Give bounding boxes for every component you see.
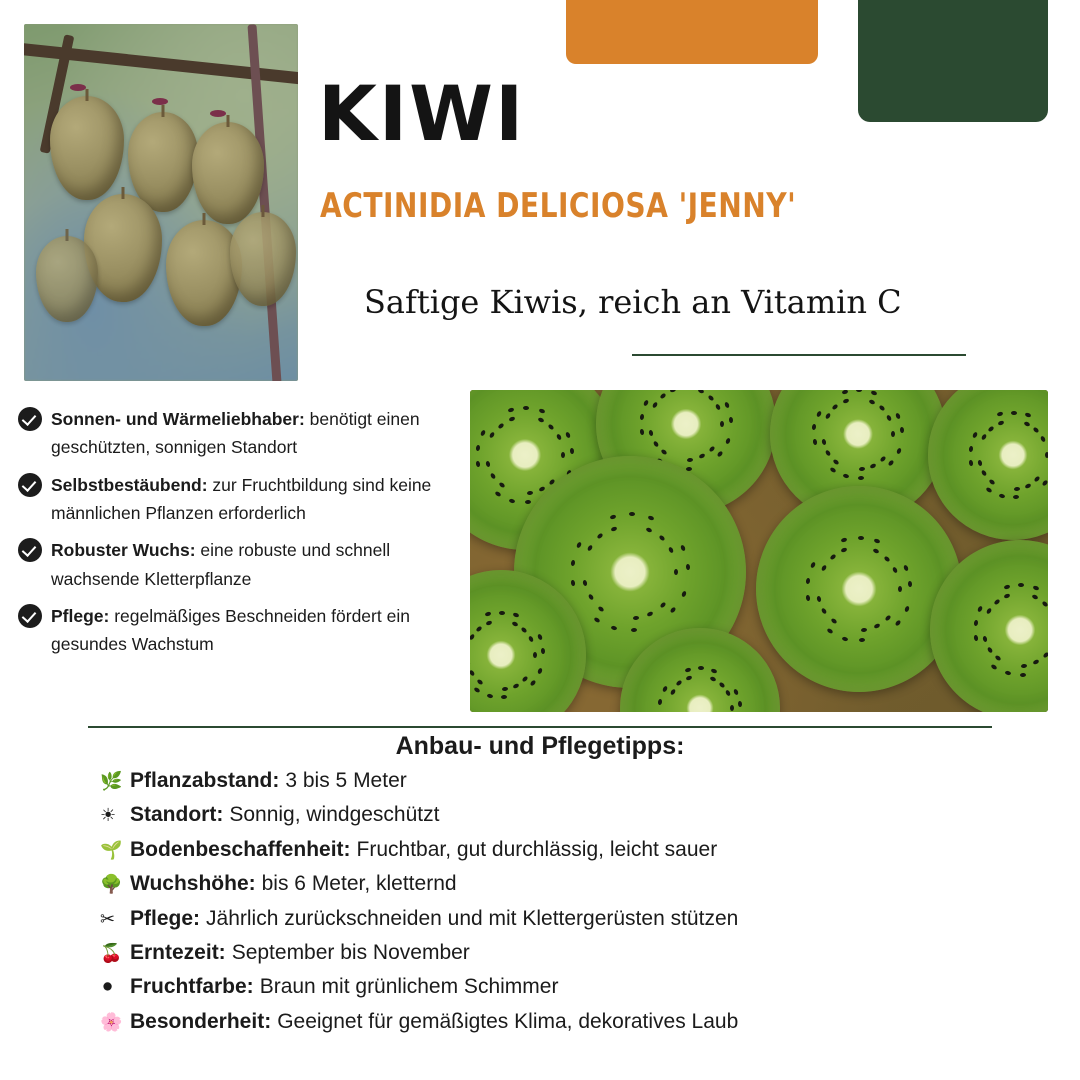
seed-dot bbox=[610, 526, 617, 532]
seed-dot bbox=[480, 429, 486, 436]
seed-dot bbox=[645, 527, 652, 533]
seed-dot bbox=[497, 422, 504, 429]
hero-kiwi-vine-photo bbox=[24, 24, 298, 381]
seed-dot bbox=[490, 472, 497, 479]
seed-dot bbox=[507, 407, 514, 413]
seed-dot bbox=[547, 424, 554, 431]
seed-dot bbox=[537, 417, 544, 423]
list-item bbox=[100, 802, 1000, 829]
tip-label: Besonderheit: bbox=[130, 1009, 272, 1033]
seed-dot bbox=[972, 432, 978, 439]
seed-dot bbox=[658, 699, 663, 706]
list-item bbox=[18, 405, 458, 462]
seed-dot bbox=[1020, 673, 1026, 677]
seed-dot bbox=[994, 655, 1001, 662]
tip-value: Braun mit grünlichem Schimmer bbox=[259, 975, 559, 999]
seed-dot bbox=[521, 627, 528, 634]
seed-dot bbox=[685, 667, 692, 673]
seed-dot bbox=[1003, 584, 1010, 590]
seed-dot bbox=[1011, 410, 1017, 414]
seed-dot bbox=[541, 648, 546, 654]
seed-dot bbox=[685, 675, 692, 681]
list-item bbox=[18, 471, 458, 528]
seed-dot bbox=[859, 638, 865, 642]
seed-dot bbox=[812, 424, 817, 431]
seed-dot bbox=[489, 432, 496, 439]
tip-value: Geeignet für gemäßigtes Klima, dekoratives Laub bbox=[277, 1009, 739, 1033]
seed-dot bbox=[697, 390, 704, 394]
stem-detail bbox=[70, 84, 86, 91]
tip-value: Fruchtbar, gut durchlässig, leicht sauer bbox=[356, 837, 718, 861]
seed-dot bbox=[997, 412, 1004, 418]
seed-dot bbox=[538, 408, 545, 414]
feature-text bbox=[51, 405, 458, 462]
seed-dot bbox=[725, 438, 731, 445]
divider-line bbox=[88, 726, 992, 728]
seed-dot bbox=[816, 595, 821, 602]
seed-dot bbox=[724, 402, 730, 409]
seed-dot bbox=[991, 664, 998, 671]
seed-dot bbox=[738, 701, 743, 707]
list-item bbox=[100, 940, 1000, 967]
seed-dot bbox=[977, 460, 982, 467]
seed-dot bbox=[485, 461, 490, 468]
seed-dot bbox=[821, 439, 826, 446]
seed-dot bbox=[898, 586, 902, 592]
seed-dot bbox=[473, 687, 480, 694]
divider-line bbox=[632, 354, 966, 356]
seed-dot bbox=[725, 690, 731, 697]
seed-dot bbox=[833, 458, 840, 465]
seed-dot bbox=[498, 482, 505, 489]
seed-dot bbox=[670, 390, 677, 393]
seed-dot bbox=[598, 605, 605, 612]
sun-icon: ☀ bbox=[100, 805, 117, 827]
seed-dot bbox=[1031, 594, 1038, 600]
kiwi-slice-shape bbox=[756, 486, 962, 692]
seed-dot bbox=[810, 561, 816, 568]
seed-dot bbox=[873, 623, 880, 629]
seed-dot bbox=[908, 581, 913, 587]
tip-value: 3 bis 5 Meter bbox=[285, 769, 407, 792]
seed-dot bbox=[1021, 663, 1027, 668]
herb-icon: 🌿 bbox=[100, 771, 123, 792]
seed-dot bbox=[647, 515, 654, 521]
seed-dot bbox=[485, 612, 492, 618]
seed-dot bbox=[499, 610, 505, 614]
seed-dot bbox=[593, 616, 600, 623]
cherries-icon: 🍒 bbox=[100, 942, 123, 964]
seed-dot bbox=[476, 445, 481, 452]
seed-dot bbox=[629, 512, 635, 516]
seed-dot bbox=[639, 414, 644, 421]
seed-dot bbox=[840, 537, 847, 543]
seed-dot bbox=[687, 457, 693, 462]
feature-label: Sonnen- und Wärmeliebhaber: bbox=[51, 409, 305, 429]
seed-dot bbox=[826, 628, 833, 635]
seed-dot bbox=[485, 620, 492, 626]
seed-dot bbox=[476, 625, 483, 632]
seed-dot bbox=[981, 470, 988, 477]
seed-dot bbox=[973, 635, 978, 642]
seed-dot bbox=[806, 578, 811, 585]
seed-dot bbox=[658, 535, 665, 542]
seed-dot bbox=[528, 636, 534, 643]
seed-dot bbox=[843, 474, 850, 479]
seed-dot bbox=[698, 666, 704, 670]
seed-dot bbox=[812, 439, 817, 446]
seed-dot bbox=[525, 500, 531, 504]
seed-dot bbox=[537, 634, 543, 641]
seed-dot bbox=[685, 564, 690, 570]
seed-dot bbox=[884, 555, 891, 562]
seed-dot bbox=[537, 668, 543, 675]
list-item bbox=[100, 871, 1000, 898]
feature-label: Robuster Wuchs: bbox=[51, 540, 196, 561]
seed-dot bbox=[587, 544, 594, 551]
tip-value: September bis November bbox=[231, 940, 470, 964]
list-item bbox=[100, 768, 1000, 795]
seed-dot bbox=[879, 405, 886, 412]
seed-dot bbox=[494, 491, 501, 498]
seed-dot bbox=[720, 421, 724, 427]
tip-label: Fruchtfarbe: bbox=[130, 975, 254, 999]
seed-dot bbox=[470, 670, 476, 677]
seed-dot bbox=[1034, 475, 1041, 482]
seed-dot bbox=[874, 538, 881, 544]
check-circle-icon bbox=[18, 473, 42, 497]
tips-list bbox=[100, 768, 1000, 1043]
seed-dot bbox=[879, 455, 886, 462]
seed-dot bbox=[841, 548, 848, 554]
seed-dot bbox=[816, 410, 822, 417]
seed-dot bbox=[661, 686, 667, 693]
seed-dot bbox=[821, 608, 828, 615]
seed-dot bbox=[986, 608, 993, 615]
seed-dot bbox=[561, 452, 565, 458]
feature-value: eine robuste und schnell wachsende Kletterpflanze bbox=[51, 540, 391, 589]
seed-dot bbox=[829, 554, 836, 561]
seed-dot bbox=[870, 390, 877, 396]
check-circle-icon bbox=[18, 538, 42, 562]
seed-dot bbox=[1023, 421, 1030, 427]
seed-dot bbox=[988, 478, 995, 485]
seed-dot bbox=[977, 605, 983, 612]
seedling-icon: 🌱 bbox=[100, 839, 123, 861]
seed-dot bbox=[894, 620, 901, 627]
seed-dot bbox=[659, 393, 666, 400]
feature-list bbox=[18, 405, 458, 668]
circle-icon: ⚫ bbox=[100, 977, 116, 999]
seed-dot bbox=[526, 490, 532, 495]
list-item bbox=[18, 536, 458, 593]
seed-dot bbox=[1033, 427, 1040, 434]
seed-dot bbox=[476, 678, 483, 685]
feature-text bbox=[51, 471, 458, 528]
seed-dot bbox=[588, 594, 595, 601]
kiwi-slices-photo bbox=[470, 390, 1048, 712]
seed-dot bbox=[486, 693, 493, 698]
seed-dot bbox=[1014, 486, 1020, 491]
seed-dot bbox=[861, 628, 867, 633]
seed-dot bbox=[611, 625, 618, 630]
seed-dot bbox=[509, 498, 516, 503]
seed-dot bbox=[648, 429, 653, 436]
seed-dot bbox=[529, 680, 536, 687]
seed-dot bbox=[718, 681, 725, 688]
seed-dot bbox=[508, 417, 515, 423]
feature-text bbox=[51, 536, 458, 593]
seed-dot bbox=[832, 404, 839, 411]
list-item bbox=[100, 906, 1000, 933]
seed-dot bbox=[969, 459, 974, 466]
seed-dot bbox=[733, 688, 739, 695]
seed-dot bbox=[643, 399, 649, 406]
seed-dot bbox=[842, 398, 849, 404]
seed-dot bbox=[820, 564, 827, 571]
tip-value: bis 6 Meter, kletternd bbox=[261, 872, 457, 896]
seed-dot bbox=[570, 560, 575, 567]
seed-dot bbox=[859, 467, 865, 472]
seed-dot bbox=[896, 447, 902, 454]
seed-dot bbox=[986, 646, 993, 653]
seed-dot bbox=[674, 569, 678, 575]
seed-dot bbox=[652, 440, 659, 447]
blossom-icon: 🌸 bbox=[100, 1011, 123, 1033]
seed-dot bbox=[470, 660, 471, 667]
seed-dot bbox=[659, 601, 666, 608]
list-item bbox=[100, 837, 1000, 864]
seed-dot bbox=[806, 595, 811, 602]
seed-dot bbox=[1045, 452, 1048, 458]
seed-dot bbox=[652, 402, 659, 409]
tip-label: Wuchshöhe: bbox=[130, 872, 256, 896]
tip-label: Bodenbeschaffenheit: bbox=[130, 837, 351, 861]
seed-dot bbox=[555, 434, 561, 441]
seed-dot bbox=[886, 414, 892, 421]
seed-dot bbox=[511, 621, 518, 627]
feature-value: benötigt einen geschützten, sonnigen Standort bbox=[51, 409, 420, 458]
tip-label: Erntezeit: bbox=[130, 940, 226, 964]
seed-dot bbox=[1041, 600, 1048, 607]
page-title: KIWI bbox=[318, 69, 526, 158]
seed-dot bbox=[730, 705, 734, 711]
tip-label: Pflanzabstand: bbox=[130, 769, 280, 792]
seed-dot bbox=[582, 580, 587, 587]
seed-dot bbox=[676, 680, 683, 687]
seed-dot bbox=[982, 635, 987, 642]
seed-dot bbox=[512, 682, 519, 688]
seed-dot bbox=[1018, 583, 1024, 587]
seed-dot bbox=[988, 425, 995, 432]
tip-value: Jährlich zurückschneiden und mit Klettergerüsten stützen bbox=[206, 906, 739, 930]
seed-dot bbox=[973, 620, 978, 627]
seed-dot bbox=[1024, 482, 1031, 488]
seed-dot bbox=[842, 636, 849, 641]
scissors-icon: ✂ bbox=[100, 908, 116, 930]
tip-label: Pflege: bbox=[130, 906, 201, 930]
seed-dot bbox=[1032, 659, 1039, 665]
decorative-green-block bbox=[858, 0, 1048, 122]
seed-dot bbox=[903, 564, 909, 571]
feature-label: Selbstbestäubend: bbox=[51, 474, 208, 495]
seed-dot bbox=[639, 429, 644, 436]
seed-dot bbox=[523, 405, 529, 409]
seed-dot bbox=[647, 611, 654, 617]
seed-dot bbox=[575, 541, 581, 548]
seed-dot bbox=[841, 390, 848, 395]
seed-dot bbox=[533, 652, 537, 658]
seed-dot bbox=[570, 447, 575, 453]
tip-label: Standort: bbox=[130, 803, 224, 827]
seed-dot bbox=[670, 607, 677, 614]
feature-label: Pflege: bbox=[51, 606, 110, 627]
tree-icon: 🌳 bbox=[100, 874, 123, 896]
seed-dot bbox=[630, 628, 636, 632]
seed-dot bbox=[660, 449, 667, 456]
seed-dot bbox=[502, 686, 508, 691]
stem-detail bbox=[210, 110, 226, 117]
seed-dot bbox=[1032, 585, 1039, 591]
seed-dot bbox=[570, 579, 575, 586]
seed-dot bbox=[885, 615, 892, 622]
tips-heading: Anbau- und Pflegetipps: bbox=[395, 732, 685, 760]
seed-dot bbox=[825, 412, 832, 419]
seed-dot bbox=[711, 668, 718, 674]
seed-dot bbox=[997, 420, 1004, 426]
seed-dot bbox=[715, 404, 721, 411]
botanical-name: ACTINIDIA DELICIOSA 'JENNY' bbox=[320, 186, 797, 226]
seed-dot bbox=[895, 412, 901, 419]
seed-dot bbox=[668, 547, 674, 554]
seed-dot bbox=[1042, 652, 1048, 659]
seed-dot bbox=[887, 460, 894, 467]
seed-dot bbox=[522, 675, 529, 682]
seed-dot bbox=[892, 566, 898, 573]
seed-dot bbox=[609, 514, 616, 520]
seed-dot bbox=[501, 695, 507, 699]
seed-dot bbox=[669, 688, 676, 695]
feature-value: zur Fruchtbildung sind keine männlichen Pflanzen erforderlich bbox=[51, 474, 432, 524]
list-item bbox=[18, 602, 458, 659]
decorative-orange-block bbox=[566, 0, 818, 64]
stem-detail bbox=[152, 98, 168, 105]
seed-dot bbox=[565, 432, 571, 439]
seed-dot bbox=[829, 467, 836, 474]
seed-cluster bbox=[756, 486, 962, 692]
list-item bbox=[100, 1009, 1000, 1036]
seed-dot bbox=[538, 486, 545, 492]
seed-dot bbox=[729, 417, 734, 423]
seed-dot bbox=[710, 676, 717, 682]
seed-dot bbox=[870, 463, 877, 469]
seed-dot bbox=[857, 535, 863, 539]
seed-dot bbox=[716, 450, 723, 457]
seed-dot bbox=[969, 445, 974, 452]
seed-dot bbox=[1025, 412, 1032, 418]
seed-dot bbox=[708, 446, 715, 453]
seed-dot bbox=[1040, 436, 1046, 443]
seed-dot bbox=[900, 427, 905, 433]
seed-dot bbox=[632, 616, 638, 621]
seed-dot bbox=[470, 634, 475, 641]
seed-dot bbox=[981, 434, 988, 441]
seed-dot bbox=[1041, 480, 1048, 487]
seed-dot bbox=[680, 545, 686, 552]
seed-dot bbox=[891, 431, 895, 437]
seed-dot bbox=[681, 591, 687, 598]
check-circle-icon bbox=[18, 604, 42, 628]
seed-dot bbox=[998, 493, 1005, 498]
seed-dot bbox=[825, 450, 832, 457]
feature-text bbox=[51, 602, 458, 659]
seed-dot bbox=[597, 533, 604, 540]
seed-dot bbox=[513, 612, 520, 618]
seed-dot bbox=[856, 390, 862, 392]
seed-dot bbox=[1004, 593, 1011, 599]
tip-value: Sonnig, windgeschützt bbox=[229, 803, 440, 827]
seed-dot bbox=[1013, 495, 1019, 499]
seed-dot bbox=[869, 399, 876, 405]
seed-dot bbox=[858, 476, 864, 480]
seed-dot bbox=[698, 453, 705, 459]
seed-dot bbox=[476, 460, 481, 467]
check-circle-icon bbox=[18, 407, 42, 431]
seed-dot bbox=[904, 605, 910, 612]
seed-dot bbox=[993, 599, 1000, 606]
seed-dot bbox=[830, 618, 837, 625]
seed-dot bbox=[707, 394, 714, 401]
list-item bbox=[100, 974, 1000, 1001]
seed-dot bbox=[1005, 671, 1012, 676]
tagline: Saftige Kiwis, reich an Vitamin C bbox=[364, 283, 902, 321]
feature-value: regelmäßiges Beschneiden fördert ein gesundes Wachstum bbox=[51, 606, 410, 655]
seed-dot bbox=[985, 487, 992, 494]
seed-dot bbox=[872, 548, 879, 554]
